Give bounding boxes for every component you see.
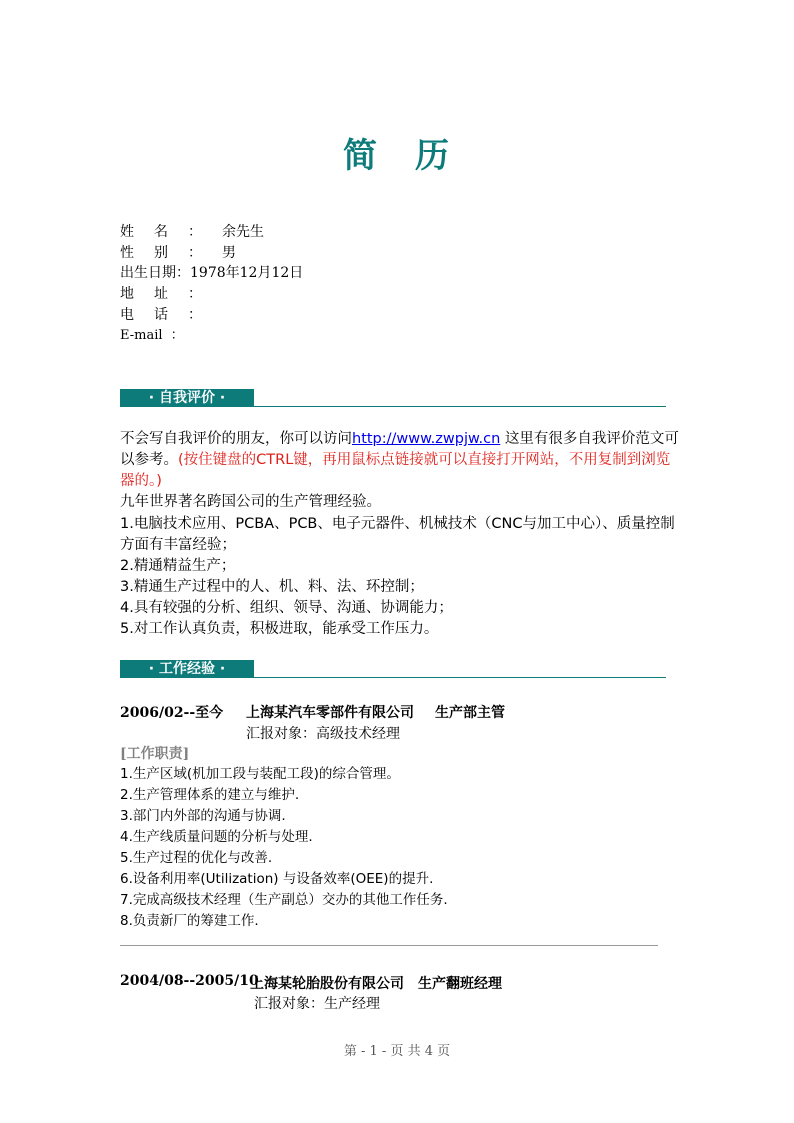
phone-row — [120, 305, 222, 325]
job-report-to: 汇报对象：生产经理 — [254, 996, 380, 1012]
name-row — [120, 222, 264, 242]
duty-item: 4.生产线质量问题的分析与处理. — [120, 829, 313, 845]
intro-tail: 这里有很多自我评价范文可以参考。 — [120, 431, 679, 468]
gender-row — [120, 243, 236, 263]
duty-item: 5.生产过程的优化与改善. — [120, 850, 273, 866]
birth-value: 1978年12月12日 — [190, 265, 304, 281]
page-title — [0, 128, 794, 177]
self-eval-item: 5.对工作认真负责，积极进取，能承受工作压力。 — [120, 621, 439, 637]
duty-item: 3.部门内外部的沟通与协调. — [120, 808, 286, 824]
birth-row — [120, 263, 303, 283]
self-eval-item: 2.精通精益生产； — [120, 558, 236, 574]
email-row — [120, 326, 184, 346]
duty-item: 8.负责新厂的筹建工作. — [120, 913, 259, 929]
name-value: 余先生 — [222, 224, 264, 240]
self-eval-summary: 九年世界著名跨国公司的生产管理经验。 — [120, 494, 381, 510]
title-char-2: 历 — [415, 136, 451, 176]
email-label: E-mail ： — [120, 328, 184, 343]
job-position: 生产翻班经理 — [418, 976, 502, 992]
page-footer: 第 - 1 - 页 共 4 页 — [343, 1044, 451, 1059]
duty-item: 6.设备利用率(Utilization) 与设备效率(OEE)的提升. — [120, 871, 434, 887]
job-period: 2006/02--至今 — [120, 705, 224, 721]
birth-label: 出生日期： — [120, 265, 190, 281]
self-eval-item: 4.具有较强的分析、组织、领导、沟通、协调能力； — [120, 600, 453, 616]
name-label: 姓名： — [120, 224, 222, 240]
address-label: 地址： — [120, 286, 222, 302]
duty-item: 1.生产区域(机加工段与装配工段)的综合管理。 — [120, 766, 400, 782]
job-divider — [120, 945, 658, 946]
ctrl-click-note: (按住键盘的CTRL键，再用鼠标点链接就可以直接打开网站，不用复制到浏览器的。) — [120, 452, 671, 489]
duty-item: 7.完成高级技术经理（生产副总）交办的其他工作任务. — [120, 892, 448, 908]
address-row — [120, 284, 222, 304]
self-eval-intro — [120, 429, 680, 492]
work-heading — [120, 660, 666, 678]
intro-text: 不会写自我评价的朋友，你可以访问 — [120, 431, 352, 447]
self-eval-item: 3.精通生产过程中的人、机、料、法、环控制； — [120, 579, 424, 595]
work-heading-label: · 工作经验 · — [120, 660, 254, 678]
title-char-1: 简 — [343, 136, 379, 176]
job-period: 2004/08--2005/10 — [120, 973, 259, 989]
job-report-to: 汇报对象：高级技术经理 — [246, 726, 400, 742]
job-company: 上海某轮胎股份有限公司 — [250, 976, 404, 992]
responsibilities-title: [工作职责] — [120, 746, 190, 762]
job-position: 生产部主管 — [435, 705, 505, 721]
self-eval-heading — [120, 389, 666, 407]
duty-item: 2.生产管理体系的建立与维护. — [120, 787, 300, 803]
website-link[interactable]: http://www.zwpjw.cn — [352, 431, 501, 447]
phone-label: 电话： — [120, 307, 222, 323]
job-company: 上海某汽车零部件有限公司 — [246, 705, 414, 721]
self-eval-item: 1.电脑技术应用、PCBA、PCB、电子元器件、机械技术（CNC与加工中心）、质量控制方面有丰富经验； — [120, 516, 675, 553]
gender-value: 男 — [222, 245, 236, 261]
gender-label: 性别： — [120, 245, 222, 261]
self-eval-heading-label: · 自我评价 · — [120, 389, 254, 407]
